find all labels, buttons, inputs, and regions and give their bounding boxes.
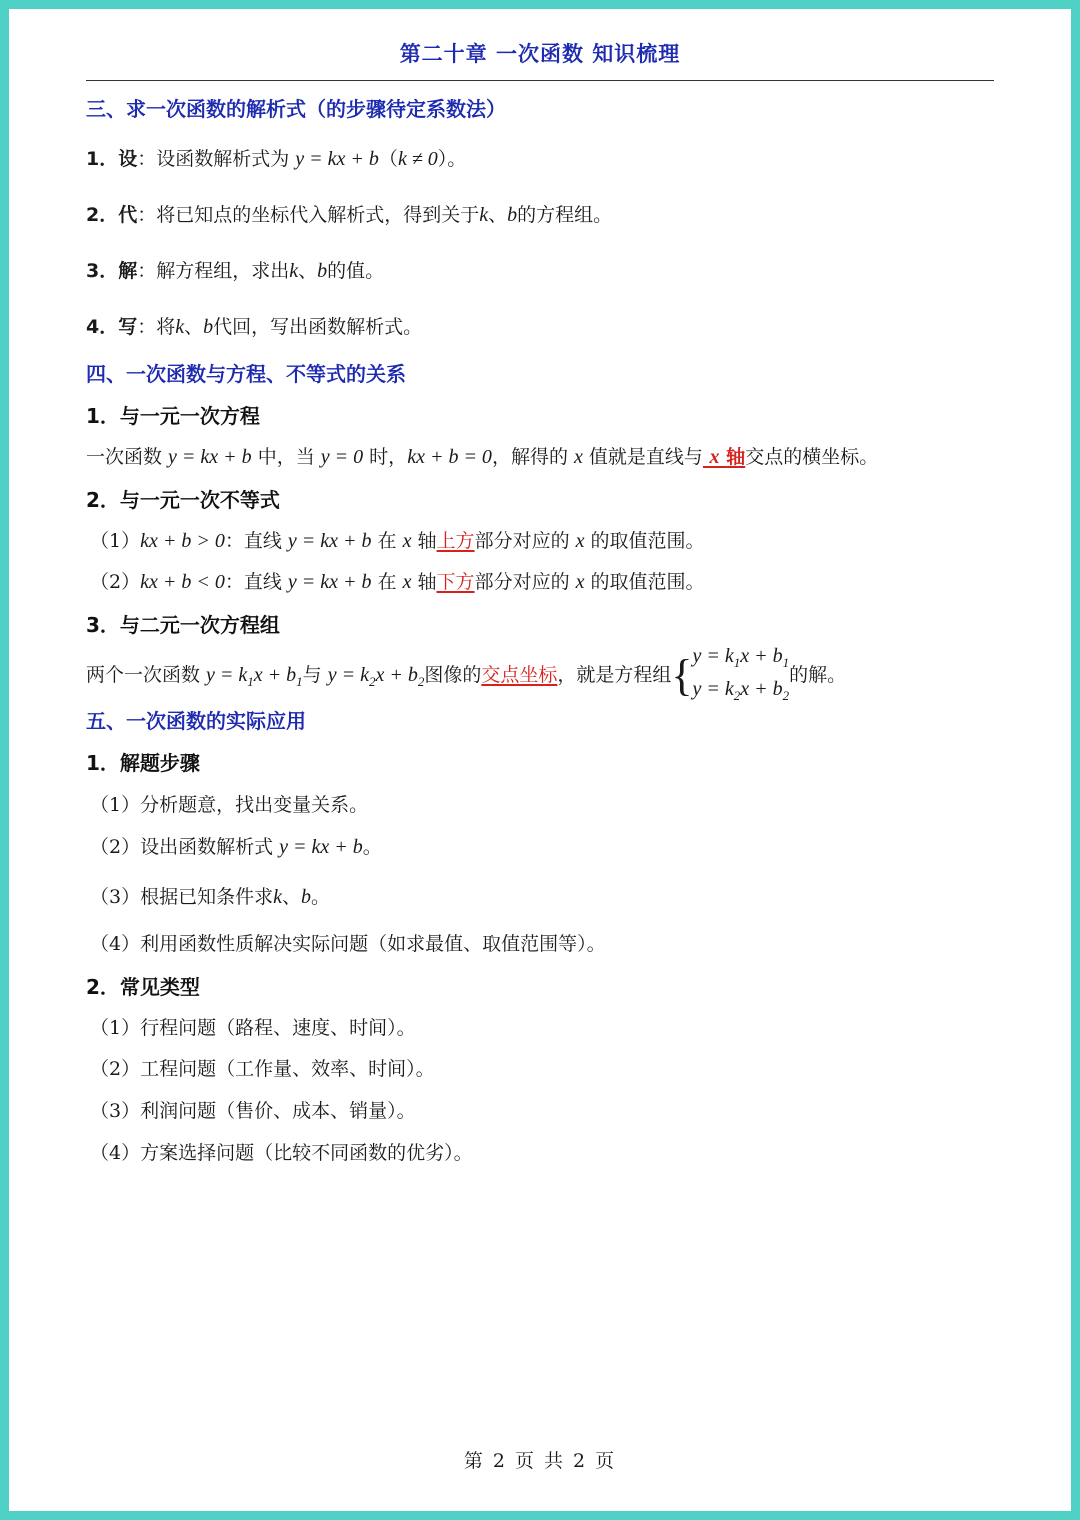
section4-sub3-title: 3．与二元一次方程组 <box>86 613 280 637</box>
fill-blank-intersection: 交点坐标 <box>481 664 558 686</box>
system-eq-1: $y = k_1x + b_1$ <box>692 645 790 670</box>
solve-step-4: （4）利用函数性质解决实际问题（如求最值、取值范围等）。 <box>90 933 606 955</box>
header-divider <box>86 80 994 81</box>
step-4: 4．写：将k、b代回，写出函数解析式。 <box>86 316 423 338</box>
formula: y = kx + b <box>295 148 379 170</box>
step-4-label: 4．写 <box>86 316 138 338</box>
system-relation-text: 两个一次函数 $y = k_1x + b_1$与 $y = k_2x + b_2$图像的交点坐标，就是方程组{ $y = k_1x + b_1$ $y = k_2x + b_2$ 的解。 <box>86 643 846 709</box>
function-1: $y = k_1x + b_1$ <box>206 664 303 689</box>
brace-icon: { <box>671 651 693 700</box>
section3-heading: 三、求一次函数的解析式（的步骤待定系数法） <box>86 97 506 121</box>
section4-sub1-title: 1．与一元一次方程 <box>86 404 260 428</box>
step-2-label: 2．代 <box>86 204 138 226</box>
solve-step-3: （3）根据已知条件求k、b。 <box>90 886 331 908</box>
step-1: 1．设：设函数解析式为 y = kx + b（k ≠ 0）。 <box>86 148 467 170</box>
section4-heading: 四、一次函数与方程、不等式的关系 <box>86 362 406 386</box>
fill-blank-below: 下方 <box>436 571 475 593</box>
type-item-2: （2）工程问题（工作量、效率、时间）。 <box>90 1058 435 1080</box>
section5-sub2-title: 2．常见类型 <box>86 975 200 999</box>
condition: k ≠ 0 <box>397 148 438 170</box>
type-item-3: （3）利润问题（售价、成本、销量）。 <box>90 1100 416 1122</box>
solve-step-2: （2）设出函数解析式 y = kx + b。 <box>90 836 382 858</box>
page-title: 第二十章 一次函数 知识梳理 <box>399 42 681 66</box>
section4-sub2-title: 2．与一元一次不等式 <box>86 488 280 512</box>
system-eq-2: $y = k_2x + b_2$ <box>692 678 790 703</box>
equation-relation-text: 一次函数 y = kx + b 中，当 y = 0 时，kx + b = 0，解得的 x 值就是直线与 x 轴交点的横坐标。 <box>86 446 879 468</box>
step-1-label: 1．设 <box>86 148 138 170</box>
function-2: $y = k_2x + b_2$ <box>327 664 425 689</box>
type-item-4: （4）方案选择问题（比较不同函数的优劣）。 <box>90 1142 473 1164</box>
page-footer: 第 2 页 共 2 页 <box>463 1450 617 1472</box>
section5-heading: 五、一次函数的实际应用 <box>86 709 306 733</box>
inequality-item-2: （2）kx + b < 0：直线 y = kx + b 在 x 轴下方部分对应的 x 的取值范围。 <box>90 571 705 593</box>
fill-blank-above: 上方 <box>436 530 475 552</box>
type-item-1: （1）行程问题（路程、速度、时间）。 <box>90 1017 416 1039</box>
equation-system <box>671 643 789 709</box>
fill-blank-x-axis: x 轴 <box>709 446 746 468</box>
step-2: 2．代：将已知点的坐标代入解析式，得到关于k、b的方程组。 <box>86 204 613 226</box>
inequality-item-1: （1）kx + b > 0：直线 y = kx + b 在 x 轴上方部分对应的 x 的取值范围。 <box>90 530 705 552</box>
step-3-label: 3．解 <box>86 260 138 282</box>
section5-sub1-title: 1．解题步骤 <box>86 751 200 775</box>
step-3: 3．解：解方程组，求出k、b的值。 <box>86 260 385 282</box>
solve-step-1: （1）分析题意，找出变量关系。 <box>90 794 369 816</box>
